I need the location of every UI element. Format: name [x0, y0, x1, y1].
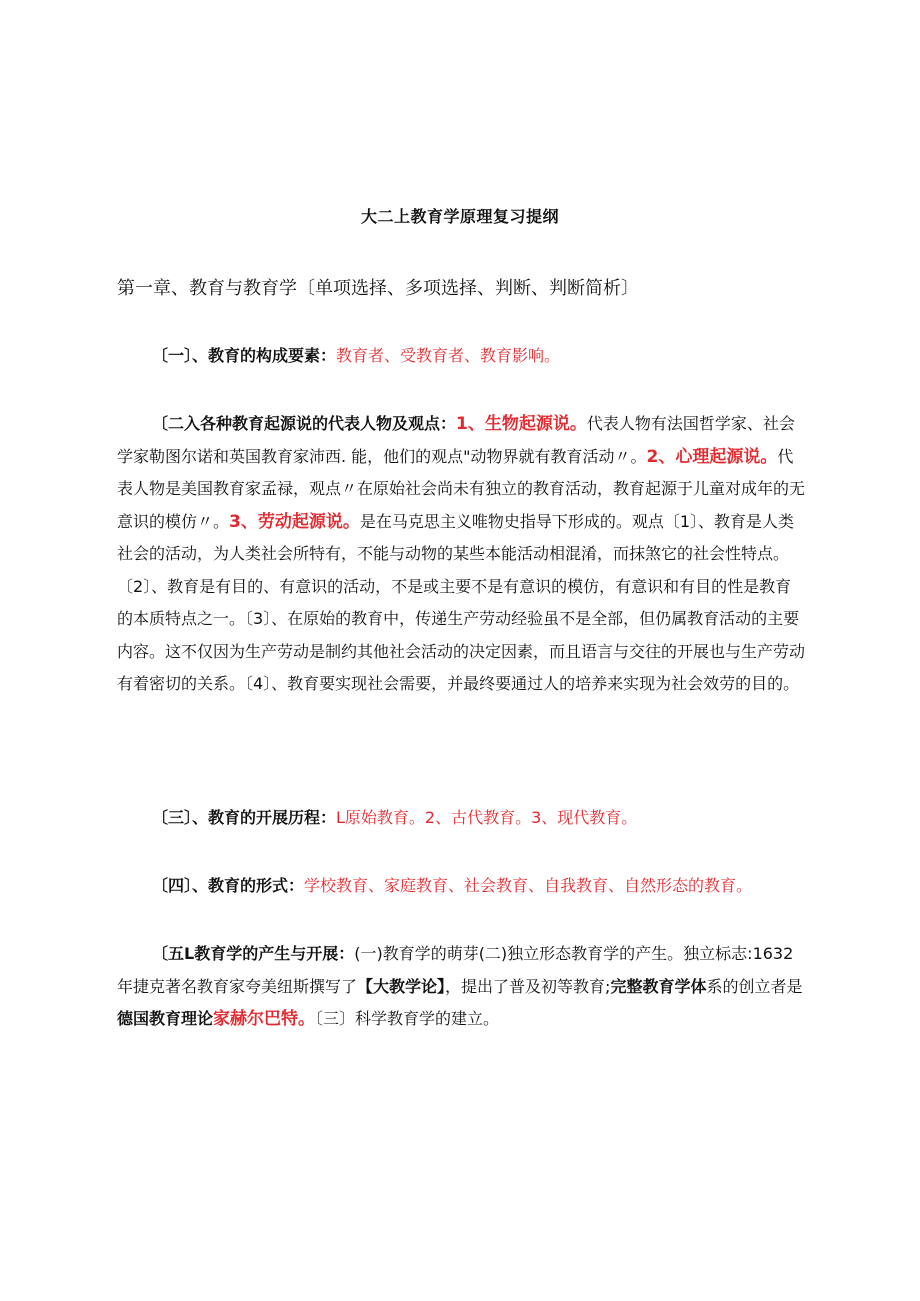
- section-5-label: 〔五L教育学的产生与开展：: [152, 944, 355, 963]
- labor-origin-theory: 3、劳动起源说。: [229, 511, 360, 532]
- psych-origin-text: 代表人物是美国教育家孟禄，观点〃在原始社会尚未有独立的教育活动，教育起源于儿童对成年的无意识的模仿〃。: [117, 446, 806, 531]
- section-5-text-4: 〔三〕科学教育学的建立。: [315, 1009, 500, 1028]
- section-5-bold-1: 完整教育学体: [610, 976, 707, 996]
- document-title: 大二上教育学原理复习提纲: [360, 207, 559, 226]
- section-4-label: 〔四〕、教育的形式：: [152, 876, 305, 895]
- section-5-text-2: ，提出了普及初等教育;: [445, 976, 611, 996]
- section-4: [117, 870, 807, 903]
- section-5-text-3: 系的创立者是: [706, 976, 803, 996]
- bio-origin-theory: 1、生物起源说。: [456, 414, 587, 434]
- chapter-heading: 第一章、教育与教育学〔单项选择、多项选择、判断、判断简析〕: [117, 278, 639, 299]
- labor-origin-text: 是在马克思主义唯物史指导下形成的。观点〔1〕、教育是人类社会的活动，为人类社会所特有，不能与动物的某些本能活动相混淆，而抹煞它的社会性特点。〔2〕、教育是有目的、有意识的活动，不是或主要不是有意识的模仿，有意识和有目的性是教育的本质特点之一。〔3〕、在原始的教育中，传递生产劳动经验虽不是全部，但仍属教育活动的主要内容。这不仅因为生产劳动是制约其他社会活动的决定因素，而且语言与交往的开展也与生产劳动有着密切的关系。〔4〕、教育要实现社会需要，并最终要通过人的培养来实现为社会效劳的目的。: [117, 511, 806, 693]
- section-5-bold-2: 德国教育理论: [117, 1009, 214, 1028]
- section-5-text-1: (一)教育学的萌芽(二)独立形态教育学的产生。独立标志:1632年捷克著名教育家夸美纽斯撰写了: [117, 944, 794, 996]
- section-1: [117, 340, 807, 373]
- section-1-label: 〔一〕、教育的构成要素：: [152, 346, 337, 365]
- section-5: [117, 938, 807, 1036]
- section-2-label: 〔二入各种教育起源说的代表人物及观点：: [152, 414, 457, 433]
- section-3-answer: L原始教育。2、古代教育。3、现代教育。: [336, 808, 638, 827]
- psych-origin-theory: 2、心理起源说。: [646, 446, 778, 467]
- great-didactic-title: 【大教学论】: [357, 976, 446, 996]
- herbart-name: 家赫尔巴特。: [213, 1009, 316, 1029]
- section-4-answer: 学校教育、家庭教育、社会教育、自我教育、自然形态的教育。: [304, 876, 753, 895]
- section-1-answer: 教育者、受教育者、教育影响。: [336, 346, 561, 365]
- section-2: [117, 408, 807, 701]
- section-3-label: 〔三〕、教育的开展历程：: [152, 808, 337, 827]
- section-3: [117, 802, 807, 835]
- bio-origin-text: 代表人物有法国哲学家、社会学家勒图尔诺和英国教育家沛西. 能，他们的观点"动物界就有教育活动〃。: [117, 414, 795, 466]
